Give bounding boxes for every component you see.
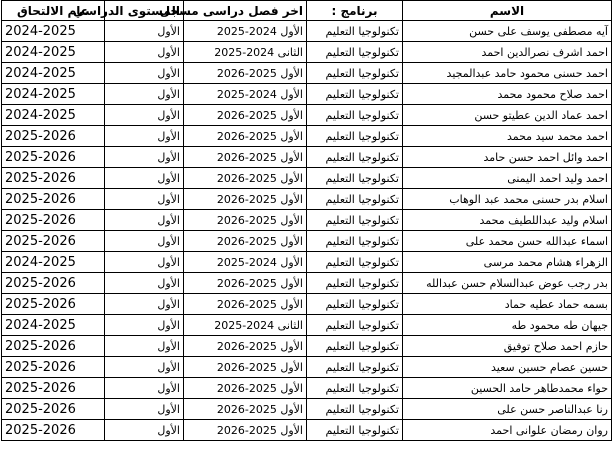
- cell-name: احمد وليد احمد اليمنى: [403, 168, 612, 189]
- cell-enrollment-year: 2025-2026: [2, 189, 105, 210]
- table-row: [2, 168, 612, 189]
- cell-name: اسماء عبدالله حسن محمد على: [403, 231, 612, 252]
- cell-name: احمد حسنى محمود حامد عبدالمجيد: [403, 63, 612, 84]
- cell-name: رنا عبدالناصر حسن على: [403, 399, 612, 420]
- cell-enrollment-year: 2024-2025: [2, 315, 105, 336]
- cell-program: تكنولوجيا التعليم: [307, 336, 403, 357]
- table-row: [2, 42, 612, 63]
- cell-enrollment-year: 2024-2025: [2, 252, 105, 273]
- cell-last-semester: الأول 2025-2026: [184, 168, 307, 189]
- cell-last-semester: الثانى 2024-2025: [184, 42, 307, 63]
- cell-last-semester: الأول 2024-2025: [184, 21, 307, 42]
- cell-enrollment-year: 2024-2025: [2, 105, 105, 126]
- cell-enrollment-year: 2025-2026: [2, 357, 105, 378]
- cell-last-semester: الأول 2025-2026: [184, 147, 307, 168]
- cell-program: تكنولوجيا التعليم: [307, 105, 403, 126]
- cell-enrollment-year: 2025-2026: [2, 168, 105, 189]
- cell-name: احمد محمد سيد محمد: [403, 126, 612, 147]
- cell-enrollment-year: 2025-2026: [2, 336, 105, 357]
- cell-level: الأول: [105, 357, 184, 378]
- cell-name: احمد وائل احمد حسن حامد: [403, 147, 612, 168]
- cell-enrollment-year: 2025-2026: [2, 399, 105, 420]
- header-name: الاسم: [403, 1, 612, 21]
- cell-program: تكنولوجيا التعليم: [307, 315, 403, 336]
- table-row: [2, 84, 612, 105]
- header-enrollment-year: عام الالتحاق: [2, 1, 105, 21]
- cell-level: الأول: [105, 42, 184, 63]
- cell-program: تكنولوجيا التعليم: [307, 210, 403, 231]
- cell-level: الأول: [105, 315, 184, 336]
- cell-enrollment-year: 2025-2026: [2, 420, 105, 441]
- table-row: [2, 21, 612, 42]
- cell-program: تكنولوجيا التعليم: [307, 126, 403, 147]
- student-roster-table: [1, 0, 612, 441]
- header-level: المستوى الدراسي: [105, 1, 184, 21]
- cell-level: الأول: [105, 147, 184, 168]
- cell-enrollment-year: 2024-2025: [2, 21, 105, 42]
- cell-program: تكنولوجيا التعليم: [307, 189, 403, 210]
- header-row: [2, 1, 612, 21]
- table-row: [2, 420, 612, 441]
- cell-level: الأول: [105, 420, 184, 441]
- cell-name: الزهراء هشام محمد مرسى: [403, 252, 612, 273]
- table-row: [2, 63, 612, 84]
- cell-last-semester: الأول 2025-2026: [184, 294, 307, 315]
- cell-enrollment-year: 2025-2026: [2, 126, 105, 147]
- cell-level: الأول: [105, 189, 184, 210]
- cell-name: بدر رجب عوض عبدالسلام حسن عبدالله: [403, 273, 612, 294]
- cell-level: الأول: [105, 126, 184, 147]
- cell-name: بسمه حماد عطيه حماد: [403, 294, 612, 315]
- cell-name: احمد اشرف نصرالدين احمد: [403, 42, 612, 63]
- cell-program: تكنولوجيا التعليم: [307, 294, 403, 315]
- cell-name: احمد عماد الدين عطيتو حسن: [403, 105, 612, 126]
- cell-last-semester: الأول 2025-2026: [184, 357, 307, 378]
- cell-level: الأول: [105, 273, 184, 294]
- cell-enrollment-year: 2025-2026: [2, 273, 105, 294]
- cell-name: حواء محمدطاهر حامد الحسين: [403, 378, 612, 399]
- header-program: برنامج :: [307, 1, 403, 21]
- cell-name: آيه مصطفى يوسف على حسن: [403, 21, 612, 42]
- cell-name: حازم احمد صلاح توفيق: [403, 336, 612, 357]
- cell-enrollment-year: 2024-2025: [2, 42, 105, 63]
- table-body: [2, 21, 612, 441]
- cell-last-semester: الأول 2025-2026: [184, 105, 307, 126]
- cell-program: تكنولوجيا التعليم: [307, 420, 403, 441]
- cell-name: روان رمضان علوانى احمد: [403, 420, 612, 441]
- cell-level: الأول: [105, 336, 184, 357]
- cell-program: تكنولوجيا التعليم: [307, 168, 403, 189]
- table-row: [2, 126, 612, 147]
- cell-last-semester: الأول 2025-2026: [184, 378, 307, 399]
- cell-name: اسلام بدر حسنى محمد عبد الوهاب: [403, 189, 612, 210]
- table-row: [2, 105, 612, 126]
- cell-level: الأول: [105, 210, 184, 231]
- cell-program: تكنولوجيا التعليم: [307, 378, 403, 399]
- cell-program: تكنولوجيا التعليم: [307, 42, 403, 63]
- cell-program: تكنولوجيا التعليم: [307, 147, 403, 168]
- table-row: [2, 357, 612, 378]
- cell-level: الأول: [105, 399, 184, 420]
- cell-program: تكنولوجيا التعليم: [307, 231, 403, 252]
- cell-level: الأول: [105, 21, 184, 42]
- cell-last-semester: الأول 2024-2025: [184, 252, 307, 273]
- cell-name: جيهان طه محمود طه: [403, 315, 612, 336]
- cell-enrollment-year: 2024-2025: [2, 84, 105, 105]
- cell-enrollment-year: 2025-2026: [2, 147, 105, 168]
- cell-program: تكنولوجيا التعليم: [307, 84, 403, 105]
- cell-program: تكنولوجيا التعليم: [307, 63, 403, 84]
- cell-enrollment-year: 2025-2026: [2, 210, 105, 231]
- cell-level: الأول: [105, 378, 184, 399]
- cell-last-semester: الأول 2025-2026: [184, 420, 307, 441]
- table-row: [2, 336, 612, 357]
- cell-enrollment-year: 2025-2026: [2, 294, 105, 315]
- cell-enrollment-year: 2024-2025: [2, 63, 105, 84]
- cell-program: تكنولوجيا التعليم: [307, 357, 403, 378]
- table-row: [2, 252, 612, 273]
- cell-level: الأول: [105, 105, 184, 126]
- table-row: [2, 147, 612, 168]
- cell-name: احمد صلاح محمود محمد: [403, 84, 612, 105]
- cell-program: تكنولوجيا التعليم: [307, 21, 403, 42]
- table-row: [2, 315, 612, 336]
- table-row: [2, 294, 612, 315]
- header-last-semester: اخر فصل دراسى مسجل: [184, 1, 307, 21]
- cell-last-semester: الأول 2025-2026: [184, 210, 307, 231]
- table-row: [2, 399, 612, 420]
- cell-name: حسين عصام حسين سعيد: [403, 357, 612, 378]
- table-row: [2, 231, 612, 252]
- cell-last-semester: الأول 2025-2026: [184, 273, 307, 294]
- cell-level: الأول: [105, 84, 184, 105]
- cell-last-semester: الأول 2025-2026: [184, 336, 307, 357]
- cell-last-semester: الثانى 2024-2025: [184, 315, 307, 336]
- cell-last-semester: الأول 2025-2026: [184, 63, 307, 84]
- cell-program: تكنولوجيا التعليم: [307, 273, 403, 294]
- cell-program: تكنولوجيا التعليم: [307, 252, 403, 273]
- table-header: [2, 1, 612, 21]
- cell-level: الأول: [105, 294, 184, 315]
- cell-enrollment-year: 2025-2026: [2, 378, 105, 399]
- cell-level: الأول: [105, 252, 184, 273]
- cell-level: الأول: [105, 63, 184, 84]
- cell-enrollment-year: 2025-2026: [2, 231, 105, 252]
- cell-name: اسلام وليد عبداللطيف محمد: [403, 210, 612, 231]
- cell-level: الأول: [105, 168, 184, 189]
- cell-level: الأول: [105, 231, 184, 252]
- table-row: [2, 210, 612, 231]
- cell-last-semester: الأول 2025-2026: [184, 126, 307, 147]
- cell-last-semester: الأول 2025-2026: [184, 399, 307, 420]
- cell-program: تكنولوجيا التعليم: [307, 399, 403, 420]
- cell-last-semester: الأول 2024-2025: [184, 84, 307, 105]
- table-row: [2, 189, 612, 210]
- table-row: [2, 273, 612, 294]
- cell-last-semester: الأول 2025-2026: [184, 189, 307, 210]
- table-row: [2, 378, 612, 399]
- cell-last-semester: الأول 2025-2026: [184, 231, 307, 252]
